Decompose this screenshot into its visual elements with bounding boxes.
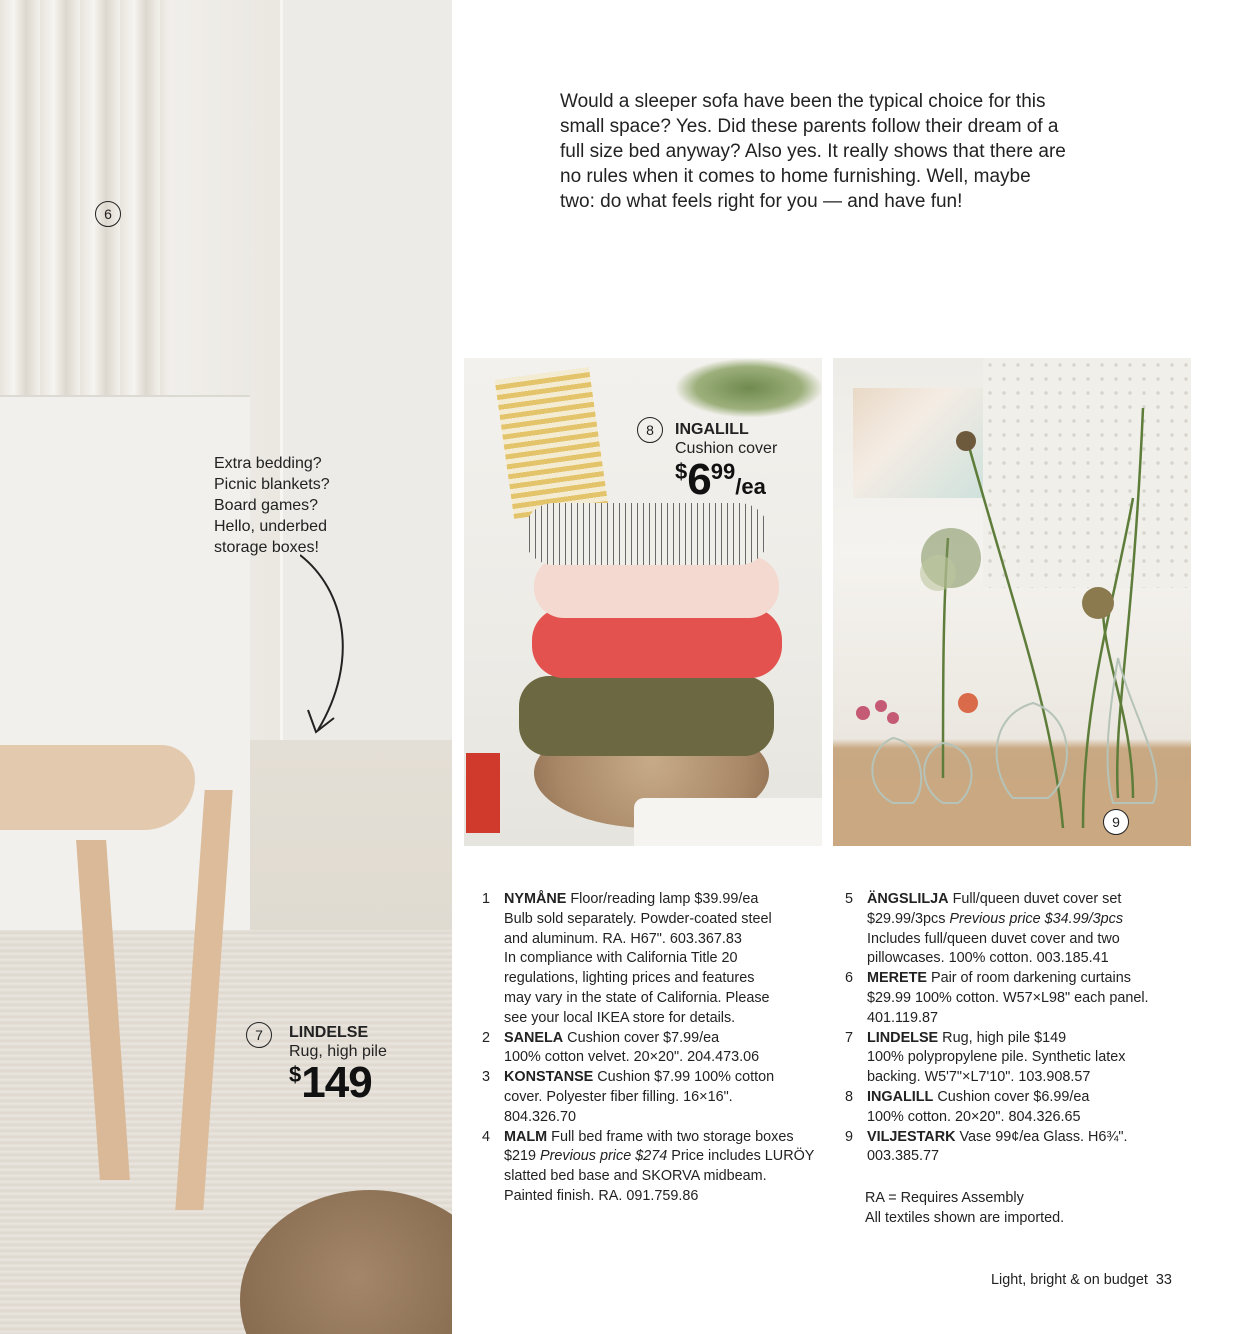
product-item (482, 1068, 814, 1127)
product-line: Floor/reading lamp $39.99/ea (570, 891, 759, 907)
product-name: VILJESTARK (867, 1128, 956, 1145)
product-number: 9 (845, 1128, 854, 1145)
product-line: Painted finish. RA. 091.759.86 (504, 1187, 699, 1204)
product-name: MERETE (867, 970, 927, 987)
product-line: cover. Polyester fiber filling. 16×16". (504, 1088, 733, 1105)
striped-blanket (495, 367, 609, 519)
red-cushion (532, 608, 782, 678)
product-name: NYMÅNE (504, 891, 567, 907)
intro-line: full size bed anyway? Also yes. It really shows that there are (560, 141, 1066, 162)
product-line: Bulb sold separately. Powder-coated steel (504, 910, 772, 927)
price-int: 149 (301, 1058, 372, 1107)
product-line: Pair of room darkening curtains (930, 970, 1131, 987)
vases-photo (833, 358, 1191, 846)
product-line: may vary in the state of California. Please (504, 989, 770, 1006)
intro-line: no rules when it comes to home furnishing. Well, maybe (560, 166, 1031, 187)
product-list-left (482, 890, 815, 1207)
plant (674, 358, 822, 418)
product-number: 7 (845, 1029, 854, 1046)
marker-vase: 9 (1103, 809, 1129, 835)
product-item (845, 1128, 1149, 1168)
pink-cushion (534, 556, 779, 618)
product-name: LINDELSE (867, 1029, 939, 1046)
product-line: slatted bed base and SKORVA midbeam. (504, 1168, 767, 1185)
stool-seat (0, 745, 195, 830)
intro-line: small space? Yes. Did these parents follow their dream of a (560, 116, 1059, 137)
product-line: Cushion cover $7.99/ea (567, 1029, 720, 1046)
footnote: RA = Requires Assembly (865, 1190, 1024, 1206)
section-title: Light, bright & on budget (991, 1272, 1148, 1288)
note-line: storage boxes! (214, 539, 319, 556)
note-line: Extra bedding? (214, 455, 322, 472)
note-line: Picnic blankets? (214, 476, 330, 493)
marker-rug: 7 (246, 1022, 272, 1048)
red-box (466, 753, 500, 833)
curved-arrow-icon (300, 550, 370, 740)
product-line: Vase 99¢/ea Glass. H6¾". (959, 1128, 1128, 1145)
product-line: 804.326.70 (504, 1108, 577, 1125)
product-number: 3 (482, 1069, 491, 1086)
tag-desc: Rug, high pile (289, 1043, 387, 1060)
product-line: Cushion cover $6.99/ea (937, 1088, 1090, 1105)
product-number: 5 (845, 891, 854, 907)
product-line: Full bed frame with two storage boxes (551, 1128, 794, 1145)
product-number: 1 (482, 891, 491, 907)
flowers-and-vases (833, 358, 1191, 846)
product-line: 100% cotton velvet. 20×20". 204.473.06 (504, 1049, 760, 1066)
intro-paragraph (560, 89, 1120, 214)
intro-line: Would a sleeper sofa have been the typical choice for this (560, 91, 1046, 112)
product-list-right (845, 890, 1149, 1167)
page-number: 33 (1155, 1272, 1172, 1288)
product-line: Cushion $7.99 100% cotton (597, 1069, 775, 1086)
product-line: Rug, high pile $149 (942, 1029, 1067, 1046)
product-line: 401.119.87 (867, 1009, 938, 1026)
note-line: Board games? (214, 497, 319, 514)
product-line: In compliance with California Title 20 (504, 950, 738, 967)
striped-cushion (524, 503, 769, 565)
tag-price (675, 455, 766, 505)
price-int: 6 (687, 455, 711, 504)
product-name: KONSTANSE (504, 1069, 594, 1086)
product-item (482, 1128, 815, 1207)
footnote: All textiles shown are imported. (865, 1210, 1065, 1226)
product-line: $29.99 100% cotton. W57×L98" each panel. (867, 989, 1149, 1006)
previous-price: Previous price $274 (540, 1148, 668, 1165)
product-item (482, 890, 814, 1029)
marker-curtain: 6 (95, 201, 121, 227)
product-item (845, 1029, 1149, 1088)
product-name: ÄNGSLILJA (867, 891, 949, 907)
product-item (482, 1029, 814, 1069)
tag-price (289, 1058, 372, 1108)
product-line: pillowcases. 100% cotton. 003.185.41 (867, 950, 1109, 967)
product-line: regulations, lighting prices and features (504, 970, 755, 987)
product-line: 100% cotton. 20×20". 804.326.65 (867, 1108, 1081, 1125)
tag-desc: Cushion cover (675, 440, 778, 457)
product-line: $29.99/3pcs (867, 910, 950, 927)
product-name: INGALILL (867, 1088, 934, 1105)
product-line: 100% polypropylene pile. Synthetic latex (867, 1049, 1126, 1066)
previous-price: Previous price $34.99/3pcs (949, 910, 1124, 927)
underbed-note (214, 453, 330, 558)
olive-throw (519, 676, 774, 756)
marker-cushion: 8 (637, 417, 663, 443)
product-item (845, 1088, 1149, 1128)
product-name: MALM (504, 1128, 548, 1145)
product-name: SANELA (504, 1029, 564, 1046)
product-number: 6 (845, 970, 854, 987)
product-line: backing. W5'7"×L7'10". 103.908.57 (867, 1069, 1091, 1086)
curtain (0, 0, 170, 430)
product-number: 2 (482, 1029, 491, 1046)
page-footer (991, 1272, 1172, 1288)
product-line: Price includes LURÖY (671, 1148, 815, 1165)
product-item (845, 969, 1149, 1028)
footnotes (865, 1188, 1064, 1228)
price-currency: $ (675, 459, 688, 484)
product-line: Includes full/queen duvet cover and two (867, 930, 1120, 947)
product-line: $219 (504, 1148, 541, 1165)
note-line: Hello, underbed (214, 518, 327, 535)
floor-cushion (634, 798, 822, 846)
bedroom-photo (0, 0, 452, 1334)
price-currency: $ (289, 1062, 302, 1087)
intro-line: two: do what feels right for you — and have fun! (560, 191, 963, 212)
product-item (845, 890, 1149, 969)
product-line: and aluminum. RA. H67". 603.367.83 (504, 930, 742, 947)
tag-name: INGALILL (675, 421, 749, 438)
product-number: 4 (482, 1128, 491, 1145)
product-line: Full/queen duvet cover set (952, 891, 1122, 907)
price-unit: /ea (735, 474, 766, 499)
tag-name: LINDELSE (289, 1024, 369, 1041)
product-number: 8 (845, 1088, 854, 1105)
product-line: see your local IKEA store for details. (504, 1009, 736, 1026)
price-cents: 99 (710, 459, 736, 484)
product-line: 003.385.77 (867, 1148, 940, 1165)
